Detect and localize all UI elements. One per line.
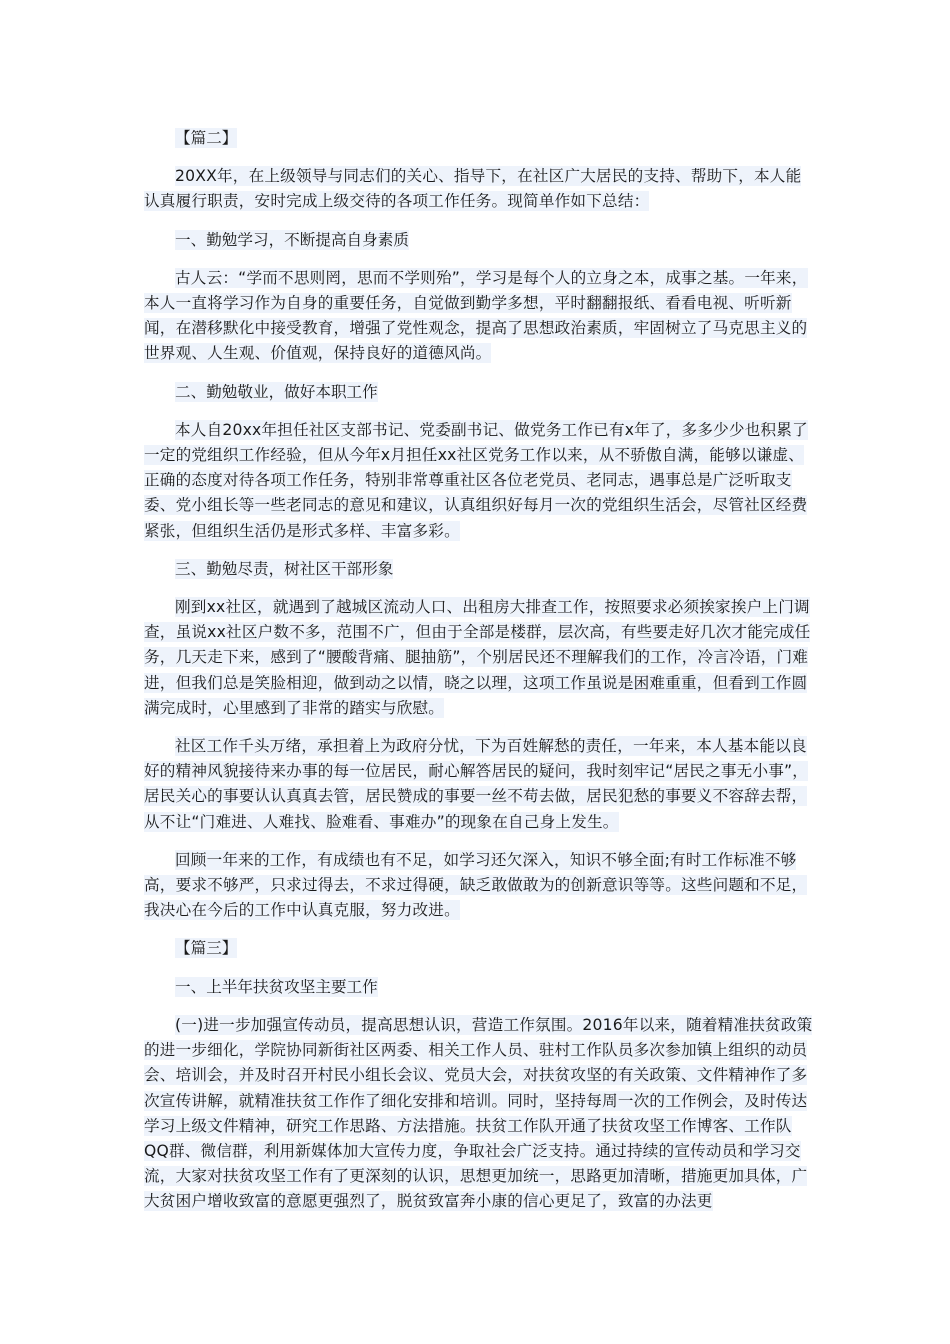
heading-text: 【篇三】	[175, 939, 238, 958]
paragraph-poverty	[144, 1013, 816, 1215]
heading-text: 一、勤勉学习，不断提高自身素质	[175, 230, 409, 249]
paragraph-text: 回顾一年来的工作，有成绩也有不足，如学习还欠深入，知识不够全面;有时工作标准不够高，要求不够严，只求过得去，不求过得硬，缺乏敢做敢为的创新意识等等。这些问题和不足，我决心在今后的工作中认真克服，努力改进。	[144, 850, 808, 920]
paragraph-study	[144, 266, 816, 367]
section-title-pian-er	[144, 126, 816, 151]
heading-text: 一、上半年扶贫攻坚主要工作	[175, 977, 378, 996]
document-page	[144, 126, 816, 1228]
paragraph-text: 社区工作千头万绪，承担着上为政府分忧，下为百姓解愁的责任，一年来，本人基本能以良好的精神风貌接待来办事的每一位居民，耐心解答居民的疑问，我时刻牢记“居民之事无小事”，居民关心的事要认认真真去管，居民赞成的事要一丝不苟去做，居民犯愁的事要义不容辞去帮，从不让“门难进、人难找、脸难看、事难办”的现象在自己身上发生。	[144, 737, 809, 831]
section-title-pian-san	[144, 936, 816, 961]
heading-text: 【篇二】	[175, 129, 238, 147]
paragraph-text: 20XX年，在上级领导与同志们的关心、指导下，在社区广大居民的支持、帮助下，本人能认真履行职责，安时完成上级交待的各项工作任务。现简单作如下总结：	[144, 167, 802, 211]
paragraph-review	[144, 848, 816, 924]
subheading-study	[144, 228, 816, 253]
subheading-work	[144, 380, 816, 405]
paragraph-text: (一)进一步加强宣传动员，提高思想认识，营造工作氛围。2016年以来，随着精准扶贫政策的进一步细化，学院协同新街社区两委、相关工作人员、驻村工作队员多次参加镇上组织的动员会、培训会，并及时召开村民小组长会议、党员大会，对扶贫攻坚的有关政策、文件精神作了多次宣传讲解，就精准扶贫工作作了细化安排和培训。同时，坚持每周一次的工作例会，及时传达学习上级文件精神，研究工作思路、方法措施。扶贫工作队开通了扶贫攻坚工作博客、工作队QQ群、微信群，利用新媒体加大宣传力度，争取社会广泛支持。通过持续的宣传动员和学习交流，大家对扶贫攻坚工作有了更深刻的认识，思想更加统一，思路更加清晰，措施更加具体，广大贫困户增收致富的意愿更强烈了，脱贫致富奔小康的信心更足了，致富的办法更	[144, 1015, 813, 1211]
paragraph-text: 本人自20xx年担任社区支部书记、党委副书记、做党务工作已有x年了，多多少少也积累了一定的党组织工作经验，但从今年x月担任xx社区党务工作以来，从不骄傲自满，能够以谦虚、正确的态度对待各项工作任务，特别非常尊重社区各位老党员、老同志，遇事总是广泛听取支委、党小组长等一些老同志的意见和建议，认真组织好每月一次的党组织生活会，尽管社区经费紧张，但组织生活仍是形式多样、丰富多彩。	[144, 420, 808, 540]
paragraph-text: 古人云：“学而不思则罔，思而不学则殆”，学习是每个人的立身之本，成事之基。一年来，本人一直将学习作为自身的重要任务，自觉做到勤学多想，平时翻翻报纸、看看电视、听听新闻，在潜移默化中接受教育，增强了党性观念，提高了思想政治素质，牢固树立了马克思主义的世界观、人生观、价值观，保持良好的道德风尚。	[144, 268, 808, 363]
subheading-poverty	[144, 975, 816, 1000]
paragraph-text: 刚到xx社区，就遇到了越城区流动人口、出租房大排查工作，按照要求必须挨家挨户上门调查，虽说xx社区户数不多，范围不广，但由于全部是楼群，层次高，有些要走好几次才能完成任务，几天走下来，感到了“腰酸背痛、腿抽筋”，个别居民还不理解我们的工作，冷言冷语，门难进，但我们总是笑脸相迎，做到动之以情，晓之以理，这项工作虽说是困难重重，但看到工作圆满完成时，心里感到了非常的踏实与欣慰。	[144, 598, 811, 717]
paragraph-community	[144, 734, 816, 835]
paragraph-intro	[144, 164, 816, 214]
heading-text: 三、勤勉尽责，树社区干部形象	[175, 559, 394, 578]
paragraph-work	[144, 418, 816, 544]
paragraph-duty	[144, 595, 816, 721]
heading-text: 二、勤勉敬业，做好本职工作	[175, 382, 378, 401]
subheading-duty	[144, 557, 816, 582]
